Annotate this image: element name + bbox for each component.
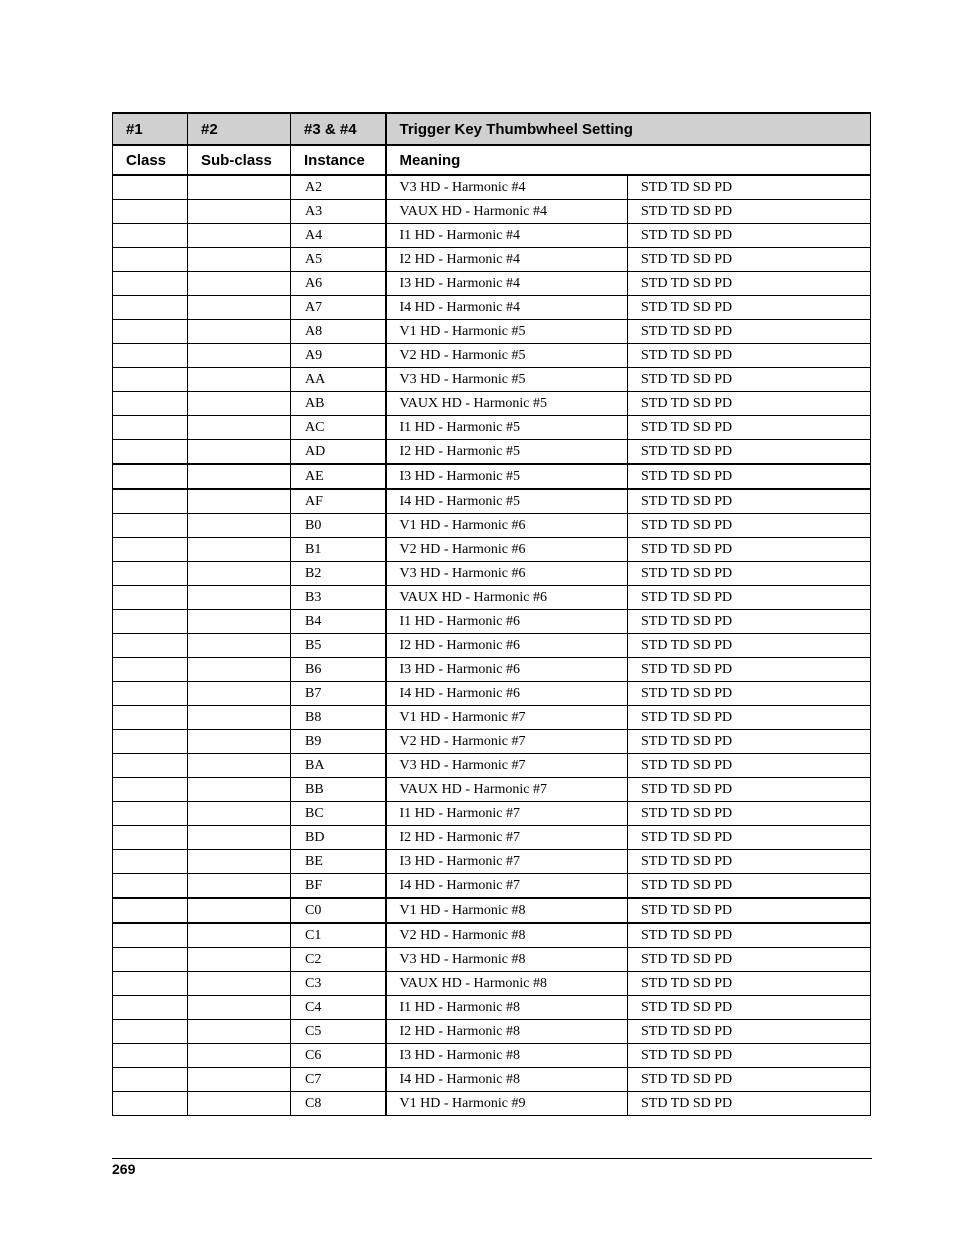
instance-cell: C7 xyxy=(291,1068,386,1092)
meaning-cell: V3 HD - Harmonic #6 xyxy=(386,562,628,586)
meaning-cell: I1 HD - Harmonic #6 xyxy=(386,610,628,634)
flags-cell: STD TD SD PD xyxy=(628,826,871,850)
class-cell xyxy=(113,996,188,1020)
flags-cell: STD TD SD PD xyxy=(628,874,871,899)
flags-cell: STD TD SD PD xyxy=(628,200,871,224)
subclass-cell xyxy=(188,874,291,899)
table-row xyxy=(113,802,871,826)
table-row xyxy=(113,610,871,634)
table-row xyxy=(113,586,871,610)
table-row xyxy=(113,538,871,562)
meaning-cell: I2 HD - Harmonic #5 xyxy=(386,440,628,465)
meaning-cell: I2 HD - Harmonic #8 xyxy=(386,1020,628,1044)
table-row xyxy=(113,948,871,972)
header-subclass: Sub-class xyxy=(188,145,291,175)
table-row xyxy=(113,923,871,948)
meaning-cell: I3 HD - Harmonic #7 xyxy=(386,850,628,874)
table-row xyxy=(113,826,871,850)
table-row xyxy=(113,562,871,586)
flags-cell: STD TD SD PD xyxy=(628,320,871,344)
subclass-cell xyxy=(188,296,291,320)
subclass-cell xyxy=(188,730,291,754)
table-row xyxy=(113,272,871,296)
table-row xyxy=(113,224,871,248)
meaning-cell: I2 HD - Harmonic #7 xyxy=(386,826,628,850)
meaning-cell: V3 HD - Harmonic #4 xyxy=(386,175,628,200)
meaning-cell: I1 HD - Harmonic #4 xyxy=(386,224,628,248)
instance-cell: AA xyxy=(291,368,386,392)
table-row xyxy=(113,489,871,514)
flags-cell: STD TD SD PD xyxy=(628,344,871,368)
subclass-cell xyxy=(188,272,291,296)
instance-cell: BC xyxy=(291,802,386,826)
instance-cell: A3 xyxy=(291,200,386,224)
flags-cell: STD TD SD PD xyxy=(628,634,871,658)
class-cell xyxy=(113,826,188,850)
meaning-cell: V2 HD - Harmonic #5 xyxy=(386,344,628,368)
subclass-cell xyxy=(188,416,291,440)
instance-cell: BD xyxy=(291,826,386,850)
footer-rule xyxy=(112,1158,872,1159)
table-row xyxy=(113,706,871,730)
class-cell xyxy=(113,948,188,972)
instance-cell: C4 xyxy=(291,996,386,1020)
subclass-cell xyxy=(188,538,291,562)
class-cell xyxy=(113,586,188,610)
subclass-cell xyxy=(188,320,291,344)
instance-cell: B5 xyxy=(291,634,386,658)
instance-cell: C6 xyxy=(291,1044,386,1068)
meaning-cell: I4 HD - Harmonic #4 xyxy=(386,296,628,320)
meaning-cell: V2 HD - Harmonic #8 xyxy=(386,923,628,948)
flags-cell: STD TD SD PD xyxy=(628,272,871,296)
header-meaning: Meaning xyxy=(386,145,871,175)
flags-cell: STD TD SD PD xyxy=(628,730,871,754)
instance-cell: A9 xyxy=(291,344,386,368)
table-row xyxy=(113,368,871,392)
meaning-cell: V3 HD - Harmonic #7 xyxy=(386,754,628,778)
class-cell xyxy=(113,1068,188,1092)
class-cell xyxy=(113,538,188,562)
subclass-cell xyxy=(188,368,291,392)
meaning-cell: V1 HD - Harmonic #7 xyxy=(386,706,628,730)
subclass-cell xyxy=(188,489,291,514)
subclass-cell xyxy=(188,923,291,948)
instance-cell: AD xyxy=(291,440,386,465)
class-cell xyxy=(113,850,188,874)
table-row xyxy=(113,200,871,224)
meaning-cell: I2 HD - Harmonic #6 xyxy=(386,634,628,658)
instance-cell: BE xyxy=(291,850,386,874)
instance-cell: BB xyxy=(291,778,386,802)
flags-cell: STD TD SD PD xyxy=(628,682,871,706)
flags-cell: STD TD SD PD xyxy=(628,489,871,514)
flags-cell: STD TD SD PD xyxy=(628,464,871,489)
instance-cell: C2 xyxy=(291,948,386,972)
table-row xyxy=(113,730,871,754)
instance-cell: B3 xyxy=(291,586,386,610)
subclass-cell xyxy=(188,248,291,272)
meaning-cell: V2 HD - Harmonic #7 xyxy=(386,730,628,754)
table-row xyxy=(113,1092,871,1116)
subclass-cell xyxy=(188,996,291,1020)
table-row xyxy=(113,344,871,368)
table-row xyxy=(113,634,871,658)
instance-cell: A6 xyxy=(291,272,386,296)
meaning-cell: I4 HD - Harmonic #7 xyxy=(386,874,628,899)
class-cell xyxy=(113,224,188,248)
subclass-cell xyxy=(188,682,291,706)
subclass-cell xyxy=(188,802,291,826)
meaning-cell: VAUX HD - Harmonic #6 xyxy=(386,586,628,610)
meaning-cell: I1 HD - Harmonic #8 xyxy=(386,996,628,1020)
header-instance-number: #3 & #4 xyxy=(291,113,386,145)
meaning-cell: I3 HD - Harmonic #8 xyxy=(386,1044,628,1068)
flags-cell: STD TD SD PD xyxy=(628,392,871,416)
class-cell xyxy=(113,368,188,392)
meaning-cell: VAUX HD - Harmonic #4 xyxy=(386,200,628,224)
instance-cell: B8 xyxy=(291,706,386,730)
class-cell xyxy=(113,440,188,465)
class-cell xyxy=(113,562,188,586)
flags-cell: STD TD SD PD xyxy=(628,1044,871,1068)
meaning-cell: V1 HD - Harmonic #9 xyxy=(386,1092,628,1116)
table-row xyxy=(113,248,871,272)
flags-cell: STD TD SD PD xyxy=(628,440,871,465)
instance-cell: A7 xyxy=(291,296,386,320)
class-cell xyxy=(113,634,188,658)
header-trigger-key-setting: Trigger Key Thumbwheel Setting xyxy=(386,113,871,145)
flags-cell: STD TD SD PD xyxy=(628,224,871,248)
class-cell xyxy=(113,248,188,272)
instance-cell: A5 xyxy=(291,248,386,272)
flags-cell: STD TD SD PD xyxy=(628,706,871,730)
instance-cell: B9 xyxy=(291,730,386,754)
meaning-cell: I4 HD - Harmonic #8 xyxy=(386,1068,628,1092)
table-row xyxy=(113,440,871,465)
class-cell xyxy=(113,272,188,296)
table-body xyxy=(113,175,871,1116)
instance-cell: C0 xyxy=(291,898,386,923)
instance-cell: B1 xyxy=(291,538,386,562)
flags-cell: STD TD SD PD xyxy=(628,562,871,586)
instance-cell: C1 xyxy=(291,923,386,948)
class-cell xyxy=(113,392,188,416)
flags-cell: STD TD SD PD xyxy=(628,514,871,538)
subclass-cell xyxy=(188,200,291,224)
class-cell xyxy=(113,898,188,923)
table-row xyxy=(113,778,871,802)
meaning-cell: I4 HD - Harmonic #6 xyxy=(386,682,628,706)
subclass-cell xyxy=(188,514,291,538)
flags-cell: STD TD SD PD xyxy=(628,248,871,272)
class-cell xyxy=(113,1092,188,1116)
class-cell xyxy=(113,874,188,899)
flags-cell: STD TD SD PD xyxy=(628,754,871,778)
class-cell xyxy=(113,175,188,200)
subclass-cell xyxy=(188,706,291,730)
table-row xyxy=(113,898,871,923)
class-cell xyxy=(113,320,188,344)
flags-cell: STD TD SD PD xyxy=(628,923,871,948)
instance-cell: B0 xyxy=(291,514,386,538)
flags-cell: STD TD SD PD xyxy=(628,802,871,826)
meaning-cell: V3 HD - Harmonic #8 xyxy=(386,948,628,972)
table-row xyxy=(113,1044,871,1068)
table-row xyxy=(113,175,871,200)
flags-cell: STD TD SD PD xyxy=(628,368,871,392)
table-row xyxy=(113,996,871,1020)
table-row xyxy=(113,416,871,440)
subclass-cell xyxy=(188,826,291,850)
class-cell xyxy=(113,972,188,996)
meaning-cell: I1 HD - Harmonic #5 xyxy=(386,416,628,440)
flags-cell: STD TD SD PD xyxy=(628,416,871,440)
class-cell xyxy=(113,416,188,440)
class-cell xyxy=(113,1020,188,1044)
class-cell xyxy=(113,464,188,489)
subclass-cell xyxy=(188,464,291,489)
table-row xyxy=(113,754,871,778)
class-cell xyxy=(113,200,188,224)
meaning-cell: V1 HD - Harmonic #8 xyxy=(386,898,628,923)
subclass-cell xyxy=(188,586,291,610)
flags-cell: STD TD SD PD xyxy=(628,972,871,996)
table-row xyxy=(113,1068,871,1092)
subclass-cell xyxy=(188,658,291,682)
table-row xyxy=(113,392,871,416)
meaning-cell: VAUX HD - Harmonic #8 xyxy=(386,972,628,996)
subclass-cell xyxy=(188,972,291,996)
class-cell xyxy=(113,1044,188,1068)
instance-cell: AC xyxy=(291,416,386,440)
header-class-number: #1 xyxy=(113,113,188,145)
table-row xyxy=(113,296,871,320)
meaning-cell: V1 HD - Harmonic #5 xyxy=(386,320,628,344)
instance-cell: C8 xyxy=(291,1092,386,1116)
meaning-cell: I3 HD - Harmonic #4 xyxy=(386,272,628,296)
class-cell xyxy=(113,730,188,754)
flags-cell: STD TD SD PD xyxy=(628,850,871,874)
class-cell xyxy=(113,514,188,538)
page-number: 269 xyxy=(112,1161,136,1177)
table-row xyxy=(113,514,871,538)
table-row xyxy=(113,972,871,996)
subclass-cell xyxy=(188,1020,291,1044)
table-row xyxy=(113,658,871,682)
table-header-row-1 xyxy=(113,113,871,145)
class-cell xyxy=(113,802,188,826)
meaning-cell: V3 HD - Harmonic #5 xyxy=(386,368,628,392)
instance-cell: A8 xyxy=(291,320,386,344)
meaning-cell: VAUX HD - Harmonic #5 xyxy=(386,392,628,416)
class-cell xyxy=(113,296,188,320)
header-class: Class xyxy=(113,145,188,175)
subclass-cell xyxy=(188,1092,291,1116)
subclass-cell xyxy=(188,1068,291,1092)
header-subclass-number: #2 xyxy=(188,113,291,145)
flags-cell: STD TD SD PD xyxy=(628,1068,871,1092)
instance-cell: BA xyxy=(291,754,386,778)
class-cell xyxy=(113,923,188,948)
flags-cell: STD TD SD PD xyxy=(628,175,871,200)
class-cell xyxy=(113,682,188,706)
instance-cell: AF xyxy=(291,489,386,514)
meaning-cell: I3 HD - Harmonic #6 xyxy=(386,658,628,682)
class-cell xyxy=(113,658,188,682)
instance-cell: A4 xyxy=(291,224,386,248)
flags-cell: STD TD SD PD xyxy=(628,296,871,320)
table-row xyxy=(113,682,871,706)
instance-cell: B7 xyxy=(291,682,386,706)
meaning-cell: V1 HD - Harmonic #6 xyxy=(386,514,628,538)
instance-cell: AE xyxy=(291,464,386,489)
header-instance: Instance xyxy=(291,145,386,175)
table-row xyxy=(113,874,871,899)
subclass-cell xyxy=(188,224,291,248)
instance-cell: A2 xyxy=(291,175,386,200)
instance-cell: C3 xyxy=(291,972,386,996)
table-row xyxy=(113,850,871,874)
subclass-cell xyxy=(188,634,291,658)
flags-cell: STD TD SD PD xyxy=(628,948,871,972)
flags-cell: STD TD SD PD xyxy=(628,1020,871,1044)
subclass-cell xyxy=(188,948,291,972)
table-row xyxy=(113,320,871,344)
flags-cell: STD TD SD PD xyxy=(628,538,871,562)
meaning-cell: I4 HD - Harmonic #5 xyxy=(386,489,628,514)
subclass-cell xyxy=(188,562,291,586)
flags-cell: STD TD SD PD xyxy=(628,1092,871,1116)
class-cell xyxy=(113,610,188,634)
flags-cell: STD TD SD PD xyxy=(628,610,871,634)
instance-cell: B2 xyxy=(291,562,386,586)
flags-cell: STD TD SD PD xyxy=(628,586,871,610)
table-row xyxy=(113,464,871,489)
subclass-cell xyxy=(188,344,291,368)
flags-cell: STD TD SD PD xyxy=(628,898,871,923)
flags-cell: STD TD SD PD xyxy=(628,996,871,1020)
class-cell xyxy=(113,706,188,730)
subclass-cell xyxy=(188,610,291,634)
meaning-cell: I2 HD - Harmonic #4 xyxy=(386,248,628,272)
subclass-cell xyxy=(188,898,291,923)
table-header-row-2 xyxy=(113,145,871,175)
instance-cell: C5 xyxy=(291,1020,386,1044)
instance-cell: BF xyxy=(291,874,386,899)
class-cell xyxy=(113,754,188,778)
instance-cell: AB xyxy=(291,392,386,416)
subclass-cell xyxy=(188,392,291,416)
subclass-cell xyxy=(188,440,291,465)
flags-cell: STD TD SD PD xyxy=(628,658,871,682)
flags-cell: STD TD SD PD xyxy=(628,778,871,802)
instance-cell: B4 xyxy=(291,610,386,634)
instance-cell: B6 xyxy=(291,658,386,682)
meaning-cell: VAUX HD - Harmonic #7 xyxy=(386,778,628,802)
subclass-cell xyxy=(188,754,291,778)
subclass-cell xyxy=(188,1044,291,1068)
subclass-cell xyxy=(188,850,291,874)
meaning-cell: V2 HD - Harmonic #6 xyxy=(386,538,628,562)
meaning-cell: I1 HD - Harmonic #7 xyxy=(386,802,628,826)
class-cell xyxy=(113,778,188,802)
subclass-cell xyxy=(188,778,291,802)
class-cell xyxy=(113,489,188,514)
trigger-key-table xyxy=(112,112,871,1116)
table-row xyxy=(113,1020,871,1044)
subclass-cell xyxy=(188,175,291,200)
class-cell xyxy=(113,344,188,368)
meaning-cell: I3 HD - Harmonic #5 xyxy=(386,464,628,489)
